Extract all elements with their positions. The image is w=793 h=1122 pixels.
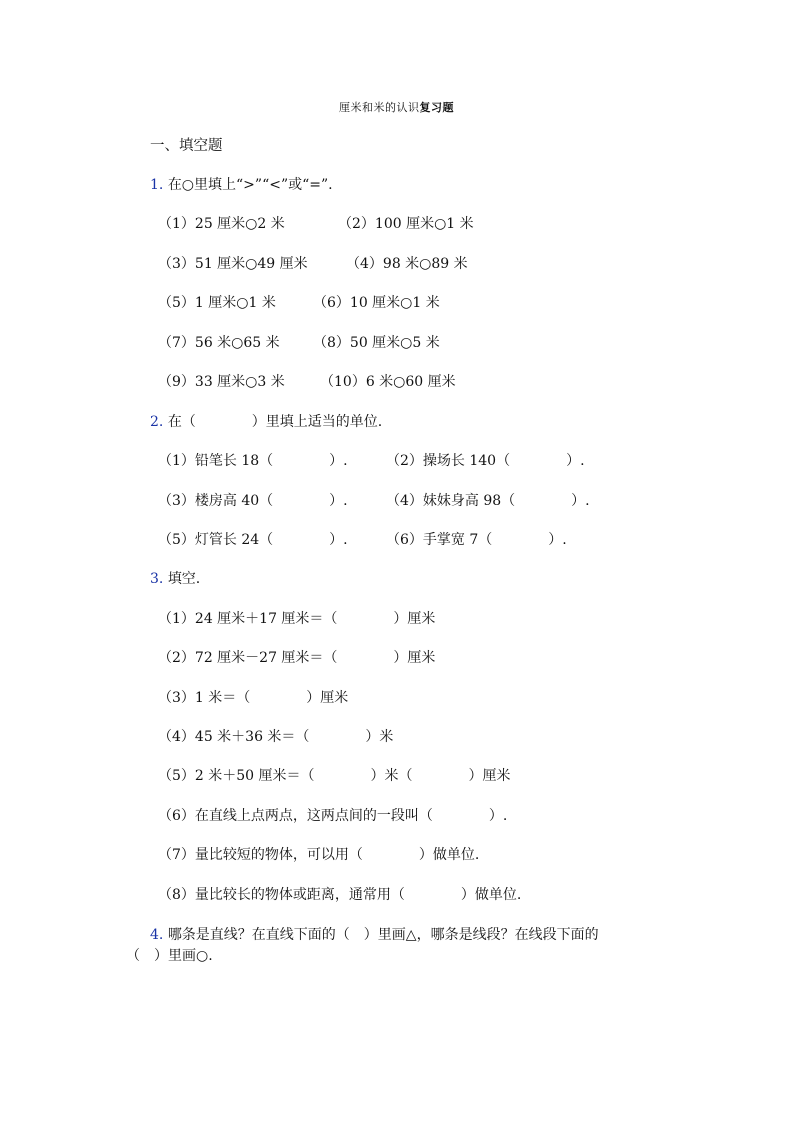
question-number: 2.: [150, 414, 164, 430]
question-1: [150, 176, 333, 194]
item-a: （9）33 厘米○3 米: [158, 374, 285, 390]
list-item: （4）45 米＋36 米＝（ ）米: [158, 729, 394, 745]
item-a: （5）1 厘米○1 米: [158, 295, 276, 311]
list-item: [158, 373, 456, 391]
question-number: 4.: [150, 927, 164, 943]
item-b: （2）操场长 140（ ）.: [386, 453, 585, 469]
list-item: [158, 334, 440, 352]
question-number: 1.: [150, 177, 164, 193]
question-text: 在○里填上“>”“<”或“=”.: [167, 177, 333, 193]
item-b: （2）100 厘米○1 米: [338, 216, 474, 232]
item-a: （1）25 厘米○2 米: [158, 216, 285, 232]
list-item: （2）72 厘米－27 厘米＝（ ）厘米: [158, 650, 436, 666]
question-3: [150, 570, 200, 588]
question-number: 3.: [150, 571, 164, 587]
list-item: （5）2 米＋50 厘米＝（ ）米（ ）厘米: [158, 768, 511, 784]
item-b: （4）妹妹身高 98（ ）.: [386, 493, 590, 509]
item-a: （3）楼房高 40（ ）.: [158, 493, 348, 509]
title-suffix: 复习题: [419, 101, 454, 114]
list-item: （8）量比较长的物体或距离，通常用（ ）做单位.: [158, 887, 522, 903]
title-main: 厘米和米的认识: [339, 101, 420, 114]
list-item: [158, 255, 468, 273]
question-4-continued: （ ）里画○.: [126, 948, 213, 964]
list-item: （7）量比较短的物体，可以用（ ）做单位.: [158, 847, 480, 863]
list-item: [158, 531, 567, 549]
item-b: （6）手掌宽 7（ ）.: [386, 532, 567, 548]
item-a: （7）56 米○65 米: [158, 335, 280, 351]
item-a: （5）灯管长 24（ ）.: [158, 532, 348, 548]
list-item: [158, 294, 440, 312]
list-item: （6）在直线上点两点，这两点间的一段叫（ ）.: [158, 808, 508, 824]
list-item: （3）1 米＝（ ）厘米: [158, 690, 349, 706]
item-a: （1）铅笔长 18（ ）.: [158, 453, 348, 469]
question-text: 填空.: [167, 571, 201, 587]
item-a: （3）51 厘米○49 厘米: [158, 256, 308, 272]
item-b: （10）6 米○60 厘米: [320, 374, 456, 390]
question-text: 哪条是直线？在直线下面的（ ）里画△，哪条是线段？在线段下面的: [167, 927, 599, 943]
section-heading: 一、填空题: [150, 138, 223, 154]
worksheet-title: [0, 99, 793, 115]
list-item: [158, 492, 590, 510]
list-item: [158, 452, 585, 470]
question-text: 在（ ）里填上适当的单位.: [167, 414, 383, 430]
item-b: （8）50 厘米○5 米: [313, 335, 440, 351]
list-item: [158, 215, 474, 233]
question-2: [150, 413, 382, 431]
item-b: （6）10 厘米○1 米: [313, 295, 440, 311]
item-b: （4）98 米○89 米: [346, 256, 468, 272]
list-item: （1）24 厘米＋17 厘米＝（ ）厘米: [158, 611, 436, 627]
question-4: [150, 926, 599, 944]
